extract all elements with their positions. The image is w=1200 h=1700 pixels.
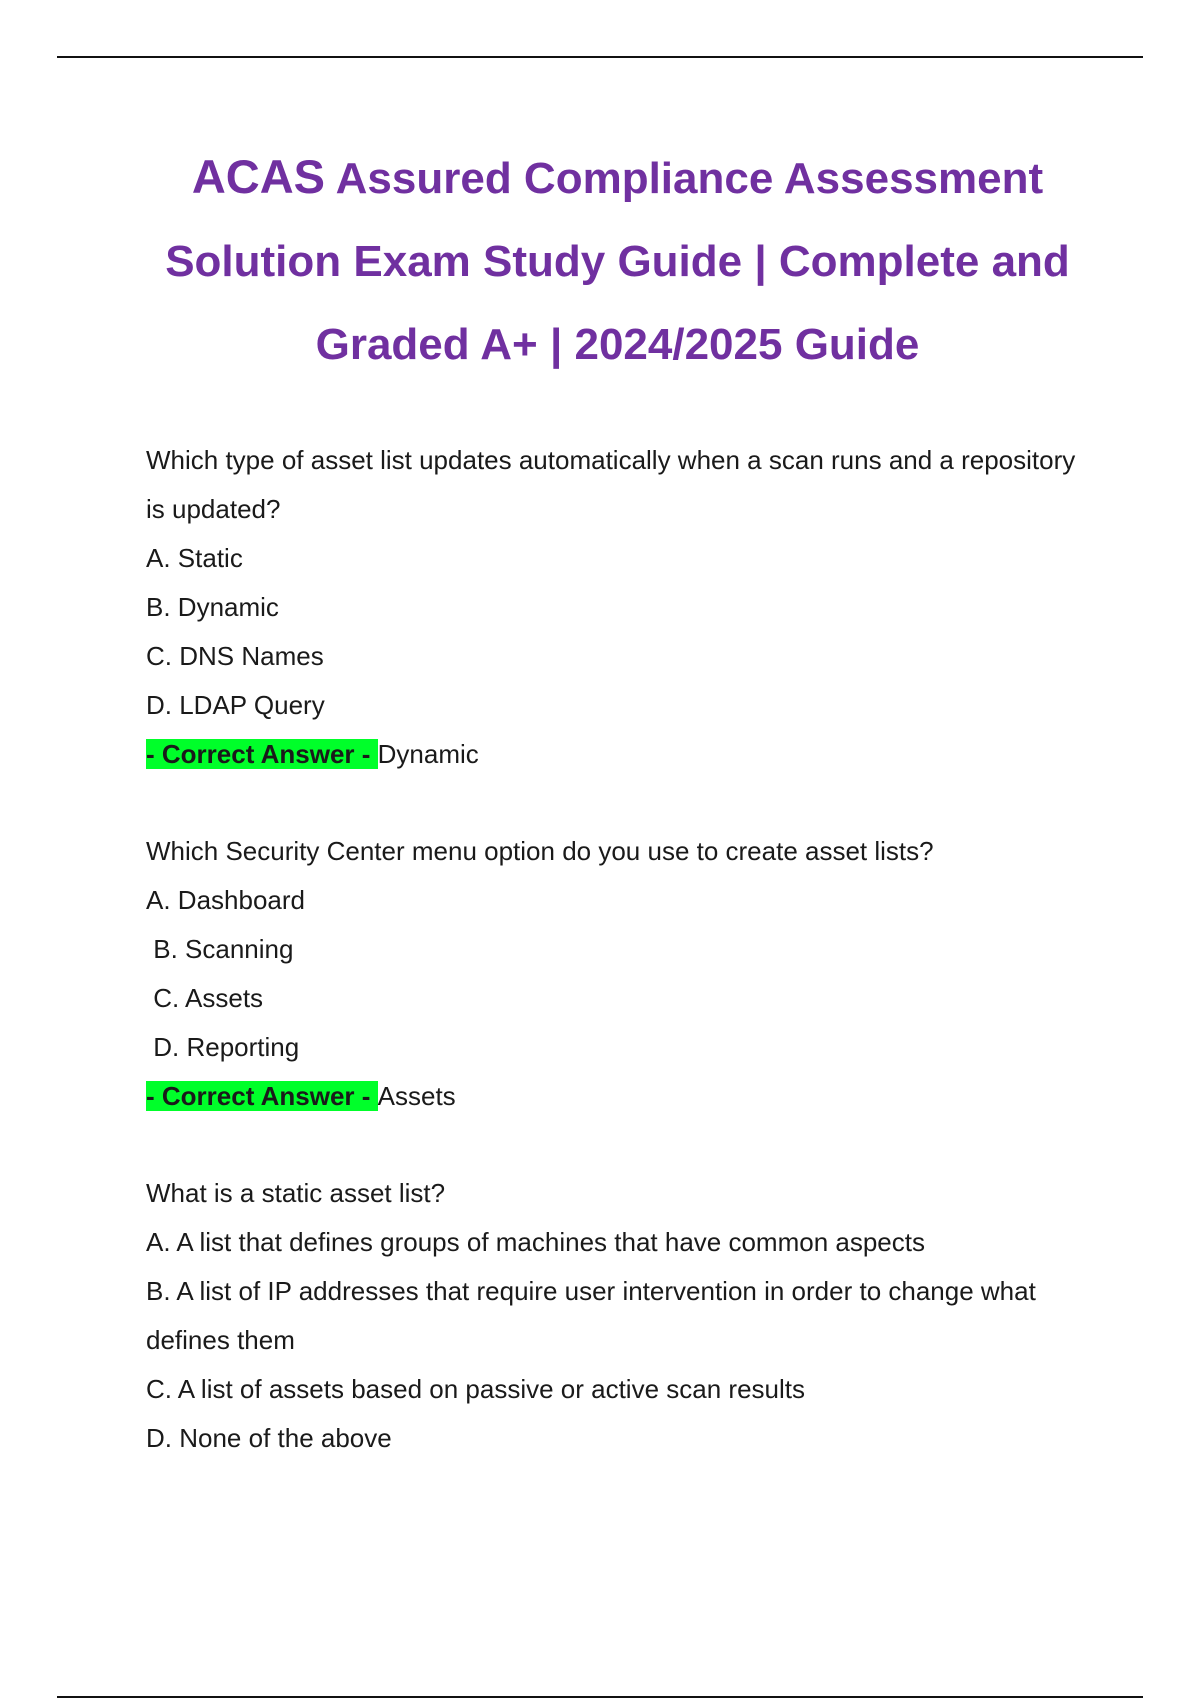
- title-rest: Assured Compliance Assessment Solution Exam Study Guide | Complete and Graded A+ | 2024/2025 Guide: [165, 154, 1070, 369]
- question-text: Which Security Center menu option do you use to create asset lists?: [146, 836, 934, 866]
- question-list: [146, 436, 1083, 1511]
- correct-answer-label: - Correct Answer -: [146, 739, 378, 769]
- option-c: C. A list of assets based on passive or active scan results: [146, 1374, 805, 1404]
- title-lead: ACAS: [191, 150, 326, 203]
- correct-answer-row: [146, 730, 1076, 779]
- option-c: C. Assets: [146, 983, 264, 1013]
- correct-answer-value: Dynamic: [377, 739, 479, 769]
- option-a: A. Dashboard: [146, 885, 305, 915]
- option-d: D. Reporting: [146, 1032, 300, 1062]
- option-c: C. DNS Names: [146, 641, 324, 671]
- option-d: D. LDAP Query: [146, 690, 325, 720]
- question-text: What is a static asset list?: [146, 1178, 446, 1208]
- option-a: A. A list that defines groups of machines that have common aspects: [146, 1227, 925, 1257]
- option-b: B. Scanning: [146, 934, 294, 964]
- question-block-3: [146, 1169, 1076, 1463]
- option-d: D. None of the above: [146, 1423, 392, 1453]
- correct-answer-label: - Correct Answer -: [146, 1081, 378, 1111]
- question-text: Which type of asset list updates automatically when a scan runs and a repository is updated?: [146, 445, 1083, 524]
- question-block-1: [146, 436, 1083, 779]
- header-rule: [57, 56, 1143, 58]
- option-a: A. Static: [146, 543, 243, 573]
- option-b: B. Dynamic: [146, 592, 279, 622]
- footer-rule: [57, 1696, 1143, 1698]
- correct-answer-row: [146, 1072, 1076, 1121]
- option-b: B. A list of IP addresses that require user intervention in order to change what defines them: [146, 1276, 1044, 1355]
- question-block-2: [146, 827, 1076, 1121]
- correct-answer-value: Assets: [377, 1081, 456, 1111]
- document-title: [120, 135, 1115, 386]
